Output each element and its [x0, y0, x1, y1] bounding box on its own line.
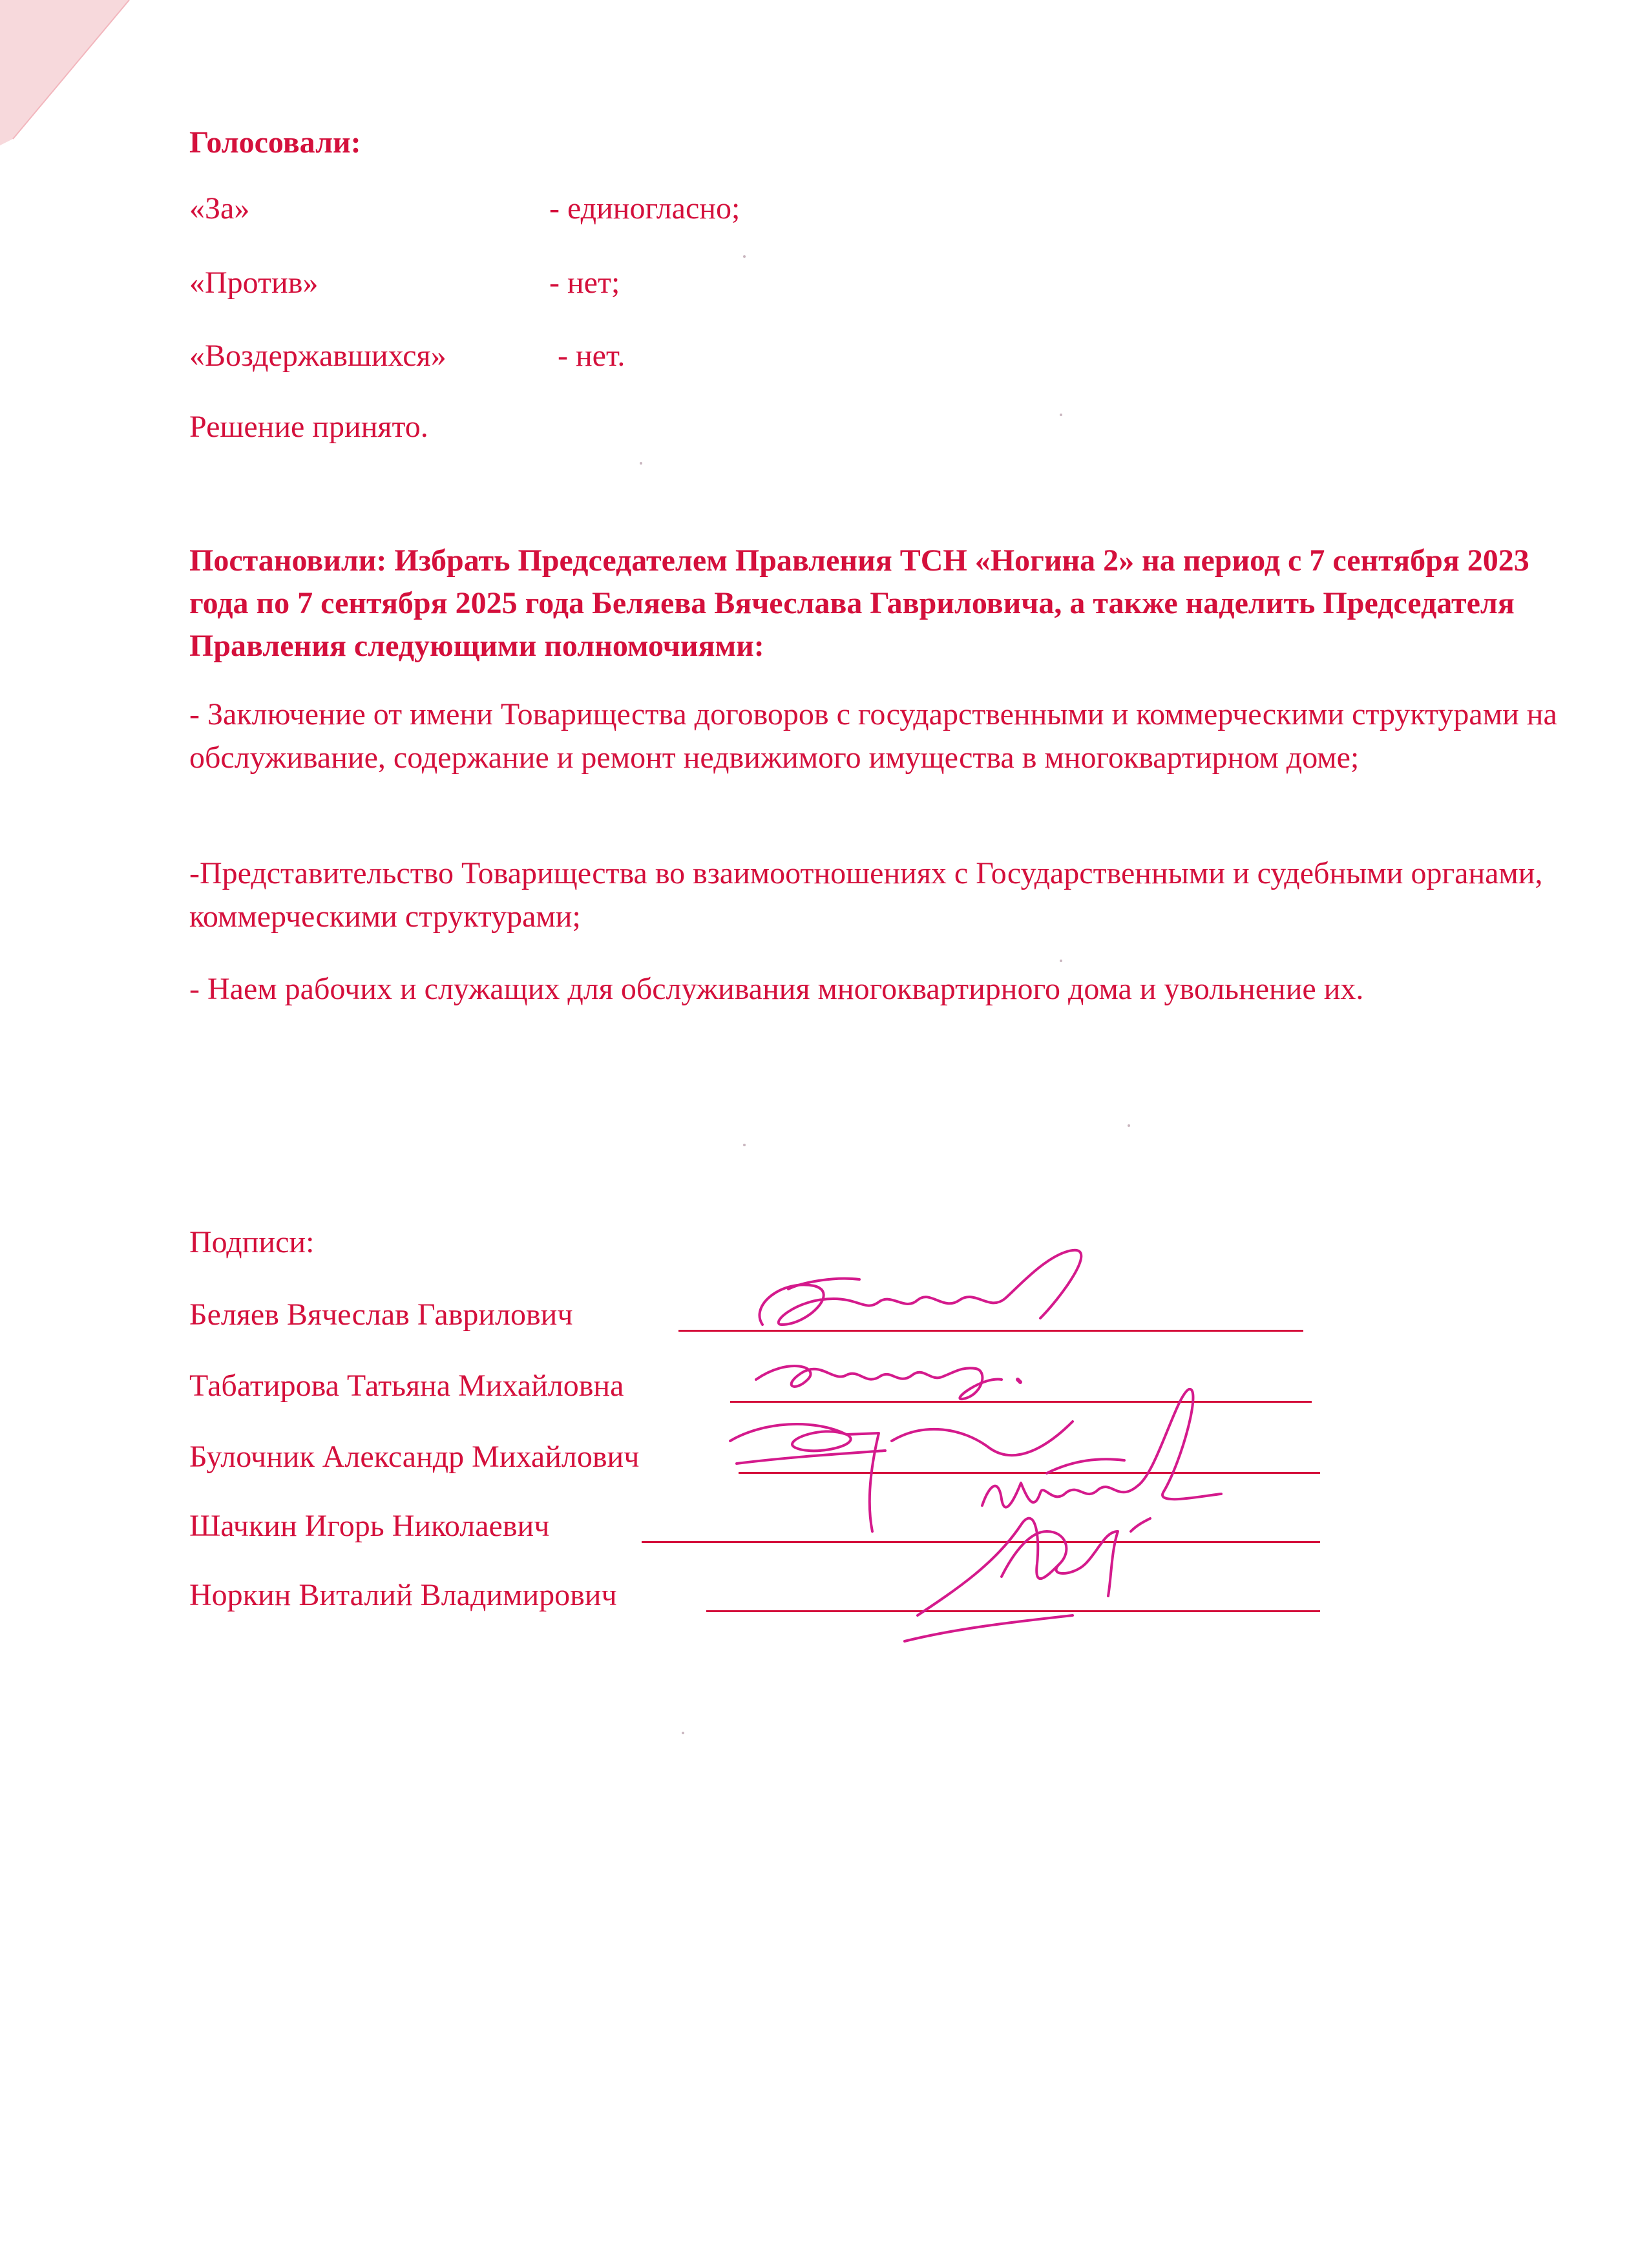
- vote-label: «Воздержавшихся»: [189, 339, 446, 373]
- signature-line: [706, 1610, 1320, 1612]
- vote-label: «Против»: [189, 266, 319, 300]
- decision-text: Решение принято.: [189, 410, 428, 444]
- handwritten-signatures: [711, 1228, 1292, 1667]
- scan-speck: [1060, 414, 1062, 416]
- signer-name: Норкин Виталий Владимирович: [189, 1578, 617, 1612]
- signer-name: Шачкин Игорь Николаевич: [189, 1509, 550, 1543]
- signer-name: Булочник Александр Михайлович: [189, 1440, 640, 1474]
- power-item-hiring: - Наем рабочих и служащих для обслуживания многоквартирного дома и увольнение их.: [189, 972, 1364, 1006]
- power-item-contracts: - Заключение от имени Товарищества договоров с государственными и коммерческими структурами на обслуживание, содержание и ремонт недвижимого имущества в многоквартирном доме;: [189, 697, 1557, 775]
- scan-speck: [743, 255, 746, 258]
- signatures-heading: Подписи:: [189, 1225, 315, 1259]
- vote-value: - нет.: [558, 339, 625, 373]
- power-item-representation: -Представительство Товарищества во взаимоотношениях с Государственными и судебными органами, коммерческими структурами;: [189, 856, 1543, 934]
- vote-value: - единогласно;: [549, 191, 740, 226]
- scan-speck: [682, 1732, 684, 1734]
- scan-speck: [1128, 1124, 1130, 1127]
- page-corner-fold: [0, 0, 155, 155]
- scan-speck: [743, 1144, 746, 1146]
- vote-value: - нет;: [549, 266, 620, 300]
- signature-line: [678, 1330, 1303, 1332]
- scan-speck: [1060, 960, 1062, 962]
- scan-speck: [640, 462, 642, 465]
- signature-line: [730, 1401, 1312, 1403]
- resolution-text: Постановили: Избрать Председателем Правления ТСН «Ногина 2» на период с 7 сентября 2023 года по 7 сентября 2025 года Беляева Вячеслава Гавриловича, а также наделить Председателя Правления следующими полномочиями:: [189, 543, 1529, 663]
- signer-name: Беляев Вячеслав Гаврилович: [189, 1297, 573, 1332]
- signature-line: [739, 1472, 1320, 1474]
- signer-name: Табатирова Татьяна Михайловна: [189, 1369, 624, 1403]
- voting-heading: Голосовали:: [189, 125, 361, 160]
- signature-line: [642, 1541, 1320, 1543]
- vote-label: «За»: [189, 191, 250, 226]
